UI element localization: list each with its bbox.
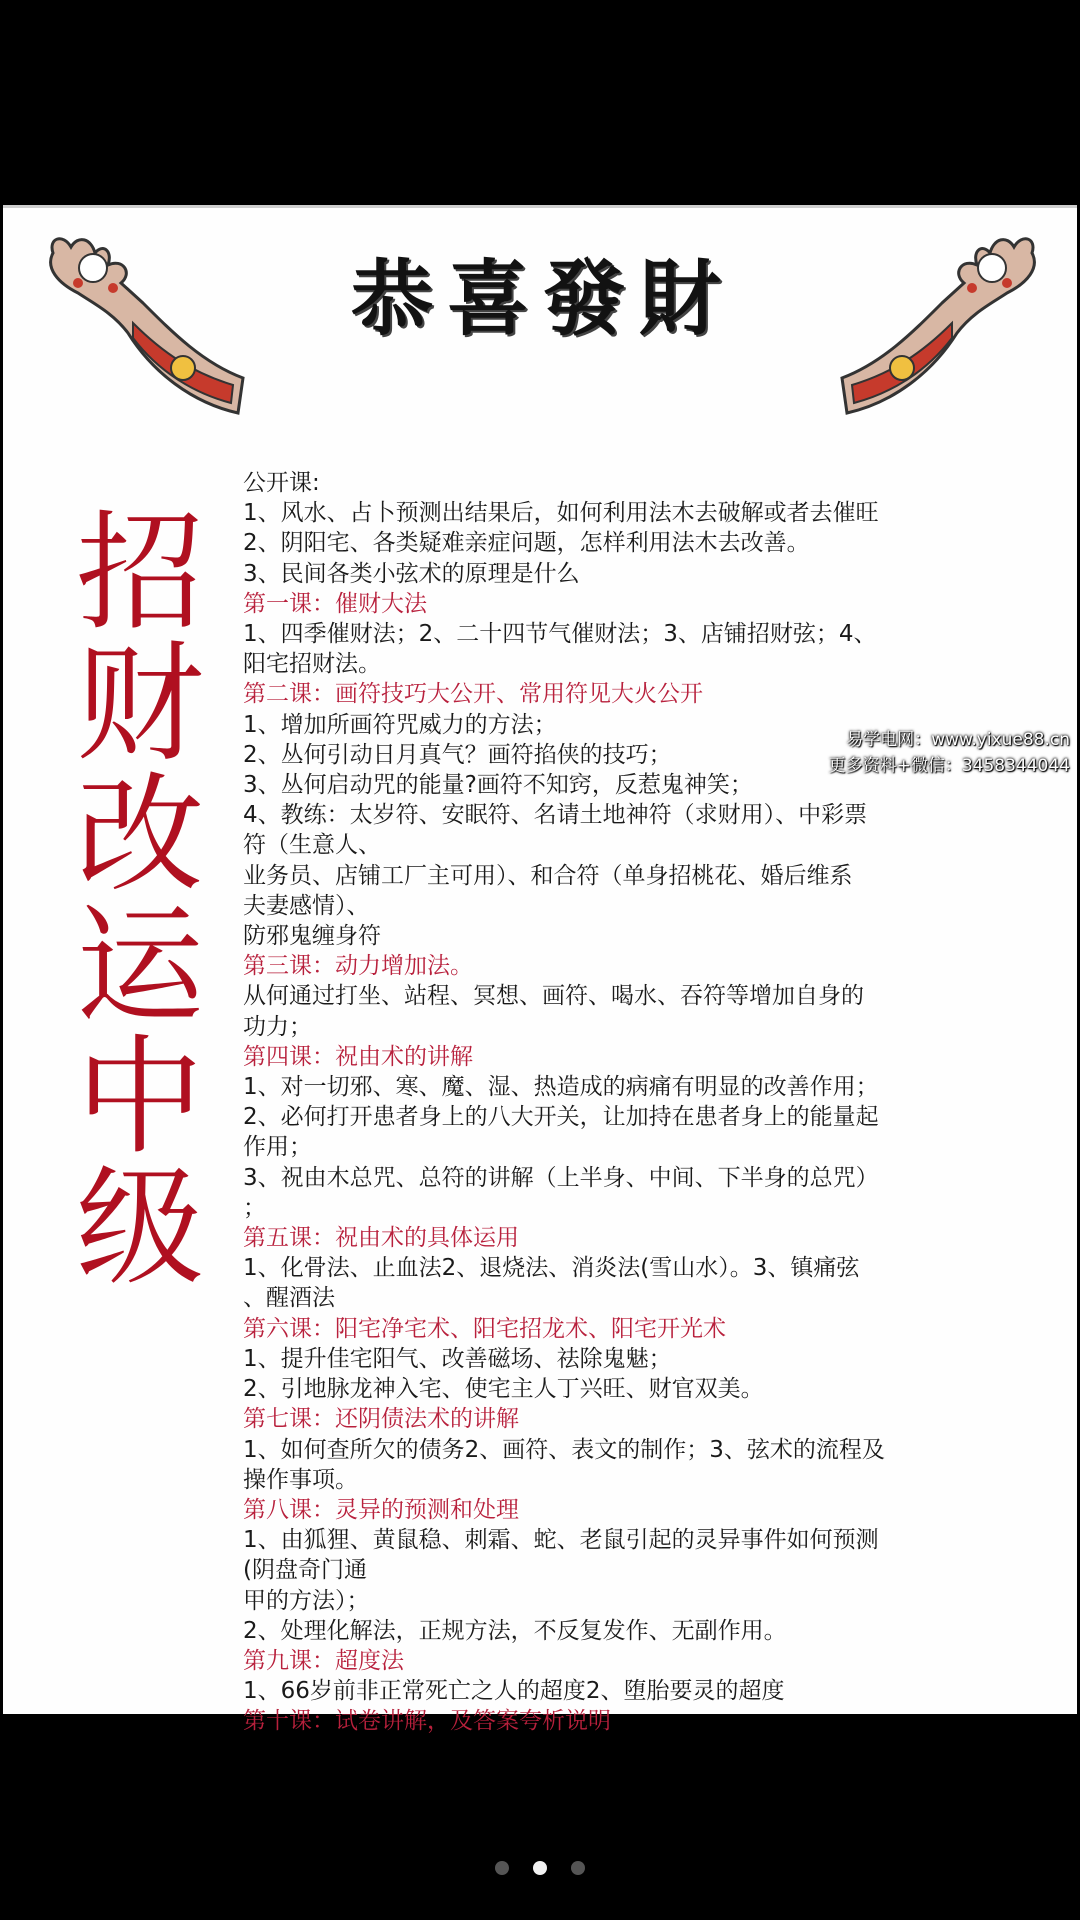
poster-image [3, 205, 1077, 1735]
lesson-heading: 第六课：阳宅净宅术、阳宅招龙术、阳宅开光术 [243, 1315, 726, 1342]
page-dot[interactable] [571, 1861, 585, 1875]
watermark-site: 易学电网：www.yixue88.cn [846, 730, 1070, 750]
content-line: 1、四季催财法；2、二十四节气催财法；3、店铺招财弦；4、 [243, 621, 877, 648]
vertical-title-char: 运 [75, 892, 204, 1041]
course-content [243, 468, 1043, 1737]
content-line: 1、增加所画符咒威力的方法； [243, 711, 557, 738]
lesson-heading: 第四课：祝由术的讲解 [243, 1043, 473, 1070]
content-line: 功力； [243, 1013, 312, 1040]
content-line: 4、教练：太岁符、安眠符、名请土地神符（求财用）、中彩票 [243, 802, 868, 829]
content-line: 从何通过打坐、站程、冥想、画符、喝水、吞符等增加自身的 [243, 983, 864, 1010]
content-line: 1、对一切邪、寒、魔、湿、热造成的病痛有明显的改善作用； [243, 1074, 879, 1101]
content-line: 1、由狐狸、黄鼠稳、刺霜、蛇、老鼠引起的灵异事件如何预测 [243, 1527, 879, 1554]
lesson-heading: 第一课：催财大法 [243, 590, 427, 617]
vertical-title-char: 财 [75, 630, 204, 779]
vertical-title [65, 499, 215, 1303]
content-line: 3、祝由木总咒、总符的讲解（上半身、中间、下半身的总咒） [243, 1164, 879, 1191]
content-line: 公开课: [243, 470, 320, 496]
lesson-heading: 第十课：试卷讲解，及答案夸析说明 [243, 1708, 611, 1735]
content-line: 1、如何查所欠的债务2、画符、表文的制作；3、弦术的流程及 [243, 1436, 885, 1463]
content-line: 1、风水、占卜预测出结果后，如何利用法木去破解或者去催旺 [243, 500, 879, 527]
vertical-title-char: 中 [75, 1023, 204, 1172]
content-line: 1、66岁前非正常死亡之人的超度2、堕胎要灵的超度 [243, 1678, 785, 1705]
content-line: 3、丛何启动咒的能量?画符不知窍，反惹鬼神笑； [243, 772, 753, 799]
lesson-heading: 第二课：画符技巧大公开、常用符见大火公开 [243, 681, 703, 708]
content-line: 夫妻感情）、 [243, 892, 370, 919]
page-dot[interactable] [495, 1861, 509, 1875]
content-line: 符（生意人、 [243, 832, 381, 859]
lesson-heading: 第九课：超度法 [243, 1647, 404, 1674]
content-line: 业务员、店铺工厂主可用）、和合符（单身招桃花、婚后维系 [243, 862, 853, 889]
content-line: 阳宅招财法。 [243, 651, 381, 678]
content-line: 2、阴阳宅、各类疑难亲症问题，怎样利用法木去改善。 [243, 530, 810, 557]
watermark [829, 727, 1070, 779]
vertical-title-char: 招 [75, 499, 204, 648]
content-line: 2、引地脉龙神入宅、使宅主人丁兴旺、财官双美。 [243, 1376, 764, 1403]
content-line: ； [243, 1194, 266, 1221]
content-line: 、醒酒法 [243, 1285, 335, 1312]
content-line: (阴盘奇门通 [243, 1557, 367, 1584]
lesson-heading: 第七课：还阴债法术的讲解 [243, 1406, 519, 1433]
vertical-title-char: 级 [75, 1154, 204, 1303]
banner-title: 恭喜發財 [350, 251, 735, 347]
content-line: 操作事项。 [243, 1466, 358, 1493]
content-line: 防邪鬼缠身符 [243, 923, 381, 950]
lesson-heading: 第八课：灵异的预测和处理 [243, 1496, 519, 1523]
page-dot[interactable] [533, 1861, 547, 1875]
ruyi-ornament-left-icon [33, 213, 263, 423]
lesson-heading: 第五课：祝由术的具体运用 [243, 1225, 519, 1252]
lesson-heading: 第三课：动力增加法。 [243, 953, 473, 980]
ruyi-ornament-right-icon [822, 213, 1052, 423]
content-line: 1、化骨法、止血法2、退烧法、消炎法(雪山水）。3、镇痛弦 [243, 1255, 860, 1282]
content-line: 2、必何打开患者身上的八大开关，让加持在患者身上的能量起 [243, 1104, 879, 1131]
content-line: 2、处理化解法，正规方法，不反复发作、无副作用。 [243, 1617, 787, 1644]
page-indicator[interactable] [0, 1860, 1080, 1879]
content-line: 1、提升佳宅阳气、改善磁场、祛除鬼魅； [243, 1345, 672, 1372]
watermark-contact: 更多资料+微信：3458344044 [828, 756, 1070, 776]
content-line: 3、民间各类小弦术的原理是什么 [243, 560, 580, 587]
vertical-title-char: 改 [75, 761, 204, 910]
content-line: 2、丛何引动日月真气？画符掐侠的技巧； [243, 741, 672, 768]
content-line: 甲的方法）； [243, 1587, 370, 1614]
content-line: 作用； [243, 1134, 312, 1161]
